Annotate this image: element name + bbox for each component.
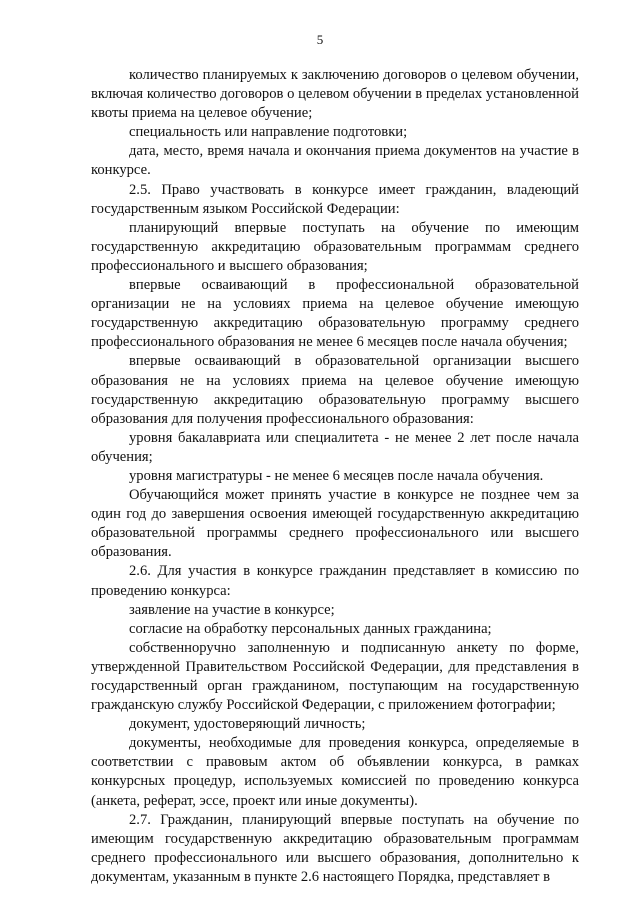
document-body (91, 66, 579, 887)
paragraph: документы, необходимые для проведения конкурса, определяемые в соответствии с правовым актом об объявлении конкурса, в рамках конкурсных процедур, используемых комиссией по проведению конкурса (анкета, реферат, эссе, проект или иные документы). (91, 735, 579, 809)
paragraph: 2.7. Гражданин, планирующий впервые поступать на обучение по имеющим государственную аккредитацию образовательным программам среднего профессионального или высшего образования, дополнительно к документам, указанным в пункте 2.6 настоящего Порядка, представляет в (91, 811, 579, 885)
paragraph: впервые осваивающий в образовательной организации высшего образования не на условиях приема на целевое обучение имеющую государственную аккредитацию образовательную программу высшего образования для получения профессионального образования: (91, 353, 579, 427)
paragraph: уровня бакалавриата или специалитета - не менее 2 лет после начала обучения; (91, 429, 579, 465)
page-number: 5 (316, 32, 324, 47)
paragraph: впервые осваивающий в профессиональной образовательной организации не на условиях приема на целевое обучение имеющую государственную аккредитацию образовательную программу среднего профессионального образования не менее 6 месяцев после начала обучения; (91, 277, 579, 351)
paragraph: планирующий впервые поступать на обучение по имеющим государственную аккредитацию образовательным программам среднего профессионального и высшего образования; (91, 219, 579, 274)
paragraph: собственноручно заполненную и подписанную анкету по форме, утвержденной Правительством Российской Федерации, для представления в государственный орган гражданином, поступающим на государственную гражданскую службу Российской Федерации, с приложением фотографии; (91, 639, 579, 714)
paragraph: согласие на обработку персональных данных гражданина; (129, 620, 492, 637)
paragraph: специальность или направление подготовки; (129, 124, 408, 141)
paragraph: дата, место, время начала и окончания приема документов на участие в конкурсе. (91, 143, 579, 179)
paragraph: 2.5. Право участвовать в конкурсе имеет гражданин, владеющий государственным языком Российской Федерации: (91, 181, 579, 217)
paragraph: заявление на участие в конкурсе; (129, 601, 335, 618)
paragraph: количество планируемых к заключению договоров о целевом обучении, включая количество договоров о целевом обучении в пределах установленной квоты приема на целевое обучение; (91, 67, 579, 122)
paragraph: документ, удостоверяющий личность; (129, 716, 366, 733)
paragraph: Обучающийся может принять участие в конкурсе не позднее чем за один год до завершения освоения имеющей государственную аккредитацию образовательной программы среднего профессионального или высшего образования. (91, 487, 579, 561)
paragraph: 2.6. Для участия в конкурсе гражданин представляет в комиссию по проведению конкурса: (91, 563, 579, 599)
paragraph: уровня магистратуры - не менее 6 месяцев после начала обучения. (129, 467, 544, 484)
